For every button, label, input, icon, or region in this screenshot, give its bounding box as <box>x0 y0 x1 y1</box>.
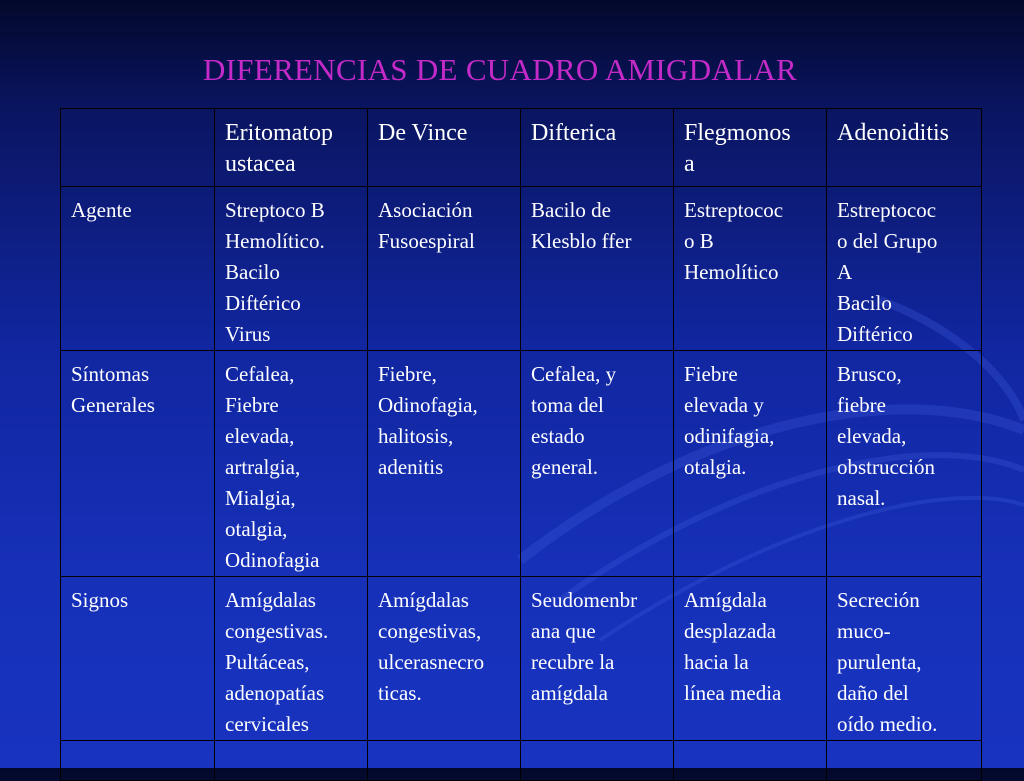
table-cell: Asociación Fusoespiral <box>368 187 521 351</box>
table-cell: Cefalea, y toma del estado general. <box>521 351 674 577</box>
table-cell: Amígdalas congestivas, ulcerasnecro ticas. <box>368 577 521 741</box>
table-cell: Streptoco B Hemolítico. Bacilo Diftérico Virus <box>215 187 368 351</box>
row-label: Agente <box>61 187 215 351</box>
empty-cell <box>674 741 827 781</box>
column-header: De Vince <box>368 109 521 187</box>
slide-title: DIFERENCIAS DE CUADRO AMIGDALAR <box>202 52 798 87</box>
table-cell: Amígdala desplazada hacia la línea media <box>674 577 827 741</box>
column-header: Adenoiditis <box>827 109 982 187</box>
column-header: Difterica <box>521 109 674 187</box>
table-row <box>61 577 982 741</box>
table-cell: Estreptococ o B Hemolítico <box>674 187 827 351</box>
column-header: Eritomatop ustacea <box>215 109 368 187</box>
table-cell: Amígdalas congestivas. Pultáceas, adenopatías cervicales <box>215 577 368 741</box>
empty-cell <box>215 741 368 781</box>
table-cell: Fiebre elevada y odinifagia, otalgia. <box>674 351 827 577</box>
empty-cell <box>368 741 521 781</box>
table-row-empty <box>61 741 982 781</box>
corner-cell <box>61 109 215 187</box>
row-label: Signos <box>61 577 215 741</box>
comparison-table <box>60 108 982 781</box>
table-cell: Fiebre, Odinofagia, halitosis, adenitis <box>368 351 521 577</box>
table-cell: Secreción muco- purulenta, daño del oído medio. <box>827 577 982 741</box>
table-cell: Estreptococ o del Grupo A Bacilo Diftérico <box>827 187 982 351</box>
table-cell: Seudomenbr ana que recubre la amígdala <box>521 577 674 741</box>
column-header: Flegmonos a <box>674 109 827 187</box>
table-row <box>61 351 982 577</box>
table-header-row <box>61 109 982 187</box>
table-cell: Brusco, fiebre elevada, obstrucción nasal. <box>827 351 982 577</box>
empty-cell <box>827 741 982 781</box>
table-row <box>61 187 982 351</box>
table-cell: Cefalea, Fiebre elevada, artralgia, Mialgia, otalgia, Odinofagia <box>215 351 368 577</box>
row-label: Síntomas Generales <box>61 351 215 577</box>
table-cell: Bacilo de Klesblo ffer <box>521 187 674 351</box>
empty-cell <box>61 741 215 781</box>
empty-cell <box>521 741 674 781</box>
